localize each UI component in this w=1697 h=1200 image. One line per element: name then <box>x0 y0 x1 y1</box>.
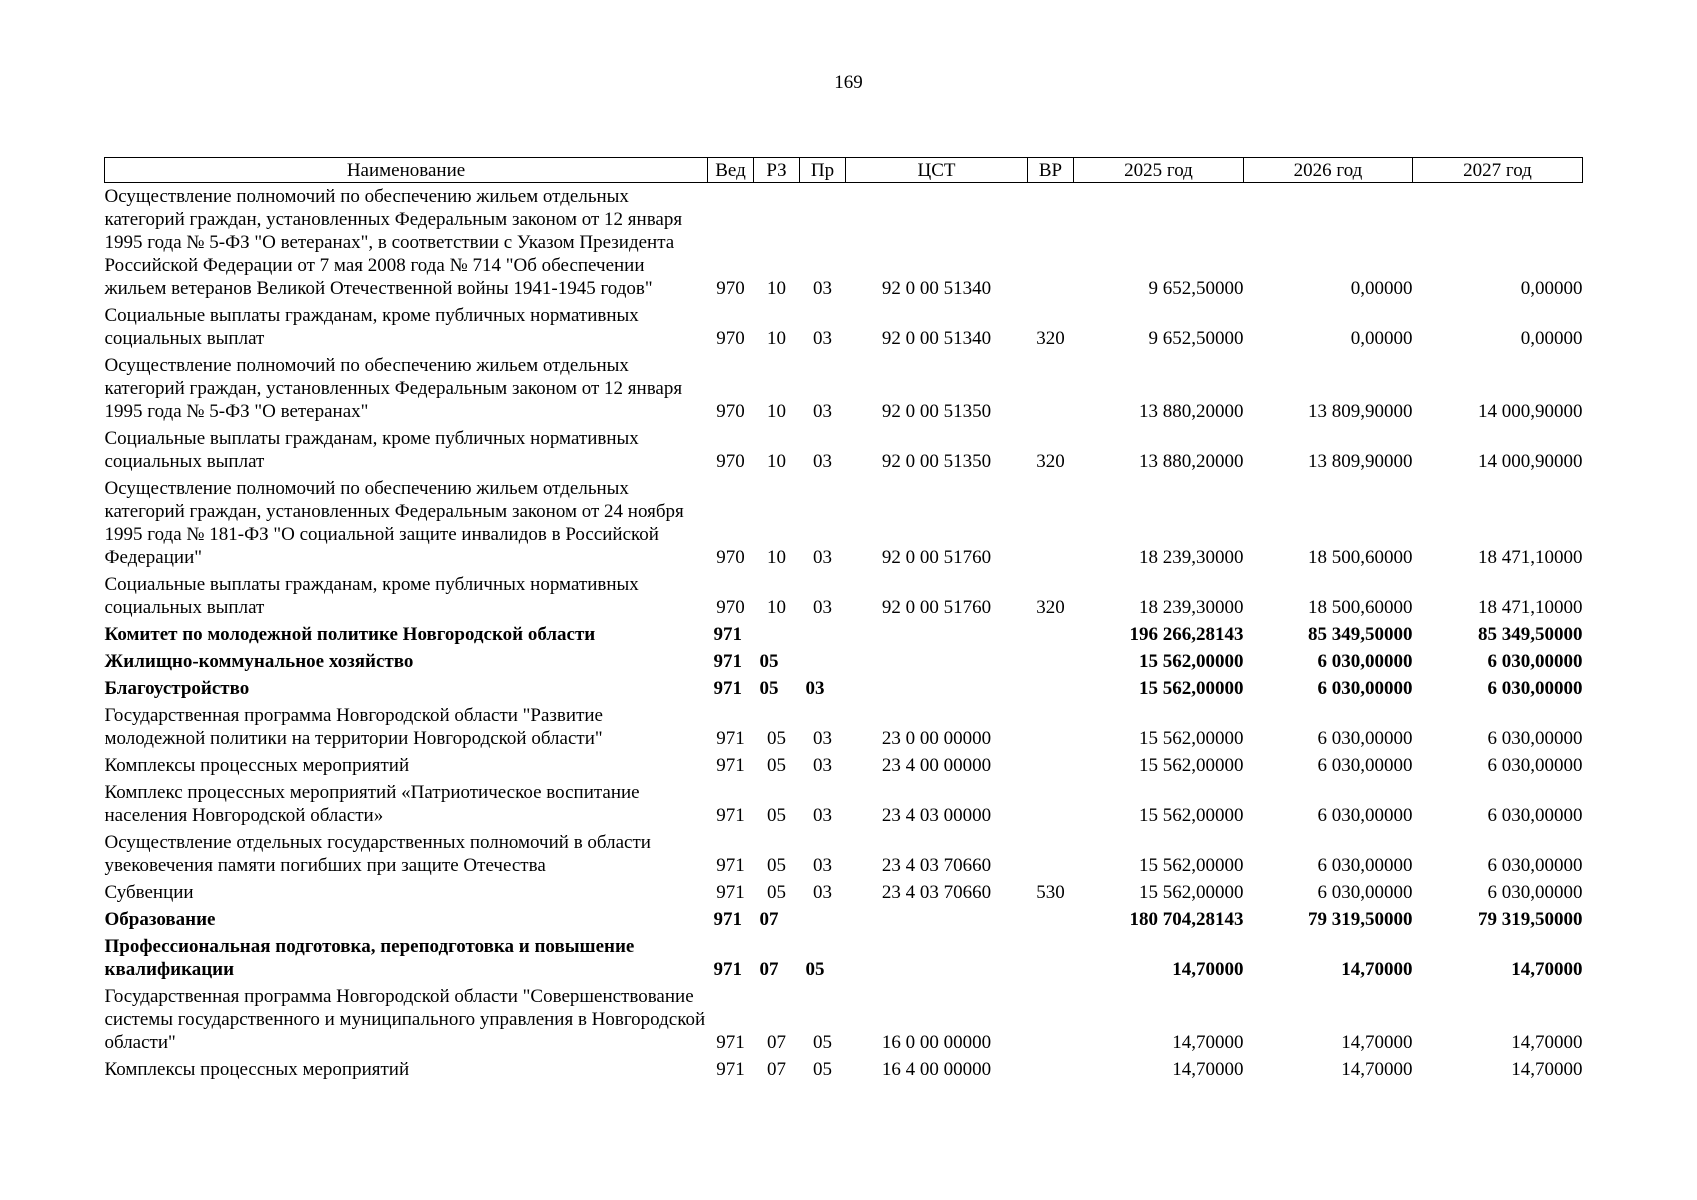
row-name-cell: Осуществление полномочий по обеспечению жильем отдельных категорий граждан, установленных Федеральным законом от 12 января 1995 года № 5-ФЗ "О ветеранах", в соответствии с Указом Президента Российской Федерации от 7 мая 2008 года № 714 "Об обеспечении жильем ветеранов Великой Отечественной войны 1941-1945 годов" <box>104 186 683 299</box>
row-pr-cell: 03 <box>813 451 832 472</box>
row-2027-cell: 6 030,00000 <box>1487 678 1583 699</box>
table-row <box>105 1056 1583 1083</box>
row-2025-cell: 13 880,20000 <box>1139 451 1244 472</box>
table-row <box>105 302 1583 352</box>
row-name-cell: Комплексы процессных мероприятий <box>104 1059 410 1080</box>
row-2027-cell: 6 030,00000 <box>1487 855 1583 876</box>
row-ved-cell: 971 <box>716 755 745 776</box>
row-2026-cell: 6 030,00000 <box>1317 882 1413 903</box>
row-name-cell: Осуществление полномочий по обеспечению жильем отдельных категорий граждан, установленных Федеральным законом от 24 ноября 1995 года № 181-ФЗ "О социальной защите инвалидов в Российской Федерации" <box>104 478 684 568</box>
row-2026-cell: 6 030,00000 <box>1317 678 1413 699</box>
row-2026-cell: 6 030,00000 <box>1317 728 1413 749</box>
row-rz-cell: 05 <box>767 755 786 776</box>
header-2026: 2026 год <box>1244 158 1413 183</box>
row-2025-cell: 15 562,00000 <box>1139 678 1244 699</box>
row-cst-cell: 92 0 00 51760 <box>881 597 992 618</box>
row-2027-cell: 0,00000 <box>1520 278 1583 299</box>
row-rz-cell: 07 <box>767 1032 786 1053</box>
row-name-cell: Социальные выплаты гражданам, кроме публичных нормативных социальных выплат <box>104 574 639 618</box>
header-pr: Пр <box>800 158 846 183</box>
row-2025-cell: 180 704,28143 <box>1129 909 1244 930</box>
row-cst-cell <box>846 621 1028 648</box>
row-2027-cell: 18 471,10000 <box>1478 597 1583 618</box>
table-row <box>105 475 1583 571</box>
row-pr-cell: 05 <box>813 1059 832 1080</box>
row-vr-cell <box>1028 183 1074 303</box>
row-vr-cell <box>1028 702 1074 752</box>
row-vr-cell <box>1028 779 1074 829</box>
row-2027-cell: 14,70000 <box>1511 1059 1583 1080</box>
row-2027-cell: 85 349,50000 <box>1478 624 1583 645</box>
row-2026-cell: 14,70000 <box>1341 1032 1413 1053</box>
row-2025-cell: 14,70000 <box>1172 959 1244 980</box>
row-name-cell: Осуществление отдельных государственных полномочий в области увековечения памяти погибших при защите Отечества <box>104 832 651 876</box>
row-ved-cell: 970 <box>716 278 745 299</box>
row-cst-cell <box>846 906 1028 933</box>
header-2027: 2027 год <box>1413 158 1583 183</box>
row-name-cell: Образование <box>104 909 216 930</box>
row-vr-cell: 320 <box>1036 451 1065 472</box>
row-ved-cell: 970 <box>716 547 745 568</box>
row-2026-cell: 0,00000 <box>1350 278 1413 299</box>
row-vr-cell <box>1028 648 1074 675</box>
table-row <box>105 983 1583 1056</box>
table-row <box>105 702 1583 752</box>
row-pr-cell: 05 <box>805 959 825 980</box>
row-vr-cell <box>1028 621 1074 648</box>
row-ved-cell: 971 <box>716 805 745 826</box>
row-name-cell: Социальные выплаты гражданам, кроме публичных нормативных социальных выплат <box>104 428 639 472</box>
row-2025-cell: 13 880,20000 <box>1139 401 1244 422</box>
row-2026-cell: 14,70000 <box>1341 1059 1413 1080</box>
row-cst-cell: 23 4 00 00000 <box>881 755 992 776</box>
row-ved-cell: 971 <box>713 651 742 672</box>
row-pr-cell: 03 <box>813 728 832 749</box>
row-2027-cell: 14,70000 <box>1511 959 1583 980</box>
row-cst-cell: 92 0 00 51350 <box>881 401 992 422</box>
row-vr-cell <box>1028 475 1074 571</box>
row-rz-cell: 10 <box>767 547 786 568</box>
row-name-cell: Комитет по молодежной политике Новгородской области <box>104 624 596 645</box>
table-header <box>105 158 1583 183</box>
row-ved-cell: 970 <box>716 401 745 422</box>
header-cst: ЦСТ <box>846 158 1028 183</box>
row-2025-cell: 9 652,50000 <box>1148 278 1244 299</box>
row-2027-cell: 6 030,00000 <box>1487 755 1583 776</box>
table-body <box>105 183 1583 1084</box>
row-ved-cell: 971 <box>713 909 742 930</box>
row-2025-cell: 15 562,00000 <box>1139 805 1244 826</box>
header-ved: Вед <box>708 158 754 183</box>
row-pr-cell: 03 <box>813 855 832 876</box>
row-rz-cell: 07 <box>767 1059 786 1080</box>
row-2026-cell: 79 319,50000 <box>1308 909 1413 930</box>
row-2027-cell: 18 471,10000 <box>1478 547 1583 568</box>
row-name-cell: Субвенции <box>104 882 194 903</box>
row-pr-cell <box>800 906 846 933</box>
table-row <box>105 752 1583 779</box>
row-cst-cell <box>846 675 1028 702</box>
row-vr-cell: 320 <box>1036 328 1065 349</box>
row-2025-cell: 14,70000 <box>1172 1032 1244 1053</box>
row-cst-cell: 23 4 03 70660 <box>881 855 992 876</box>
row-cst-cell: 16 4 00 00000 <box>881 1059 992 1080</box>
row-cst-cell: 23 4 03 00000 <box>881 805 992 826</box>
header-2025: 2025 год <box>1074 158 1244 183</box>
row-2026-cell: 0,00000 <box>1350 328 1413 349</box>
row-2025-cell: 15 562,00000 <box>1139 755 1244 776</box>
table-row <box>105 933 1583 983</box>
row-ved-cell: 970 <box>716 328 745 349</box>
row-cst-cell <box>846 648 1028 675</box>
row-vr-cell: 530 <box>1036 882 1065 903</box>
row-2025-cell: 18 239,30000 <box>1139 547 1244 568</box>
row-pr-cell <box>800 621 846 648</box>
row-rz-cell: 05 <box>767 805 786 826</box>
row-cst-cell <box>846 933 1028 983</box>
row-vr-cell <box>1028 1056 1074 1083</box>
row-pr-cell: 03 <box>813 882 832 903</box>
row-2027-cell: 6 030,00000 <box>1487 882 1583 903</box>
row-vr-cell: 320 <box>1036 597 1065 618</box>
row-ved-cell: 970 <box>716 451 745 472</box>
row-2025-cell: 9 652,50000 <box>1148 328 1244 349</box>
row-vr-cell <box>1028 983 1074 1056</box>
row-cst-cell: 92 0 00 51350 <box>881 451 992 472</box>
row-2026-cell: 13 809,90000 <box>1308 401 1413 422</box>
page-number: 169 <box>834 72 863 93</box>
row-name-cell: Жилищно-коммунальное хозяйство <box>104 651 414 672</box>
table-row <box>105 829 1583 879</box>
row-pr-cell: 03 <box>813 755 832 776</box>
row-rz-cell <box>754 621 800 648</box>
row-ved-cell: 971 <box>713 678 742 699</box>
row-2026-cell: 18 500,60000 <box>1308 547 1413 568</box>
row-2027-cell: 79 319,50000 <box>1478 909 1583 930</box>
row-2025-cell: 15 562,00000 <box>1139 651 1244 672</box>
row-vr-cell <box>1028 906 1074 933</box>
header-name: Наименование <box>105 158 708 183</box>
row-2027-cell: 14 000,90000 <box>1478 401 1583 422</box>
row-vr-cell <box>1028 675 1074 702</box>
row-rz-cell: 05 <box>767 728 786 749</box>
row-pr-cell: 03 <box>813 547 832 568</box>
row-name-cell: Государственная программа Новгородской области "Развитие молодежной политики на территории Новгородской области" <box>104 705 603 749</box>
row-cst-cell: 92 0 00 51340 <box>881 278 992 299</box>
row-ved-cell: 970 <box>716 597 745 618</box>
row-ved-cell: 971 <box>716 1032 745 1053</box>
table-row <box>105 648 1583 675</box>
table-row <box>105 779 1583 829</box>
row-name-cell: Социальные выплаты гражданам, кроме публичных нормативных социальных выплат <box>104 305 639 349</box>
row-rz-cell: 10 <box>767 451 786 472</box>
row-name-cell: Государственная программа Новгородской области "Совершенствование системы государственного и муниципального управления в Новгородской области" <box>104 986 706 1053</box>
row-rz-cell: 05 <box>759 651 779 672</box>
table-row <box>105 621 1583 648</box>
row-rz-cell: 10 <box>767 278 786 299</box>
table-row <box>105 352 1583 425</box>
row-ved-cell: 971 <box>716 728 745 749</box>
row-2026-cell: 13 809,90000 <box>1308 451 1413 472</box>
row-cst-cell: 92 0 00 51760 <box>881 547 992 568</box>
table-row <box>105 879 1583 906</box>
row-2025-cell: 15 562,00000 <box>1139 882 1244 903</box>
row-pr-cell: 05 <box>813 1032 832 1053</box>
row-2027-cell: 14,70000 <box>1511 1032 1583 1053</box>
row-2026-cell: 6 030,00000 <box>1317 651 1413 672</box>
row-name-cell: Комплекс процессных мероприятий «Патриотическое воспитание населения Новгородской области» <box>104 782 640 826</box>
row-ved-cell: 971 <box>713 624 742 645</box>
row-rz-cell: 05 <box>767 882 786 903</box>
row-pr-cell: 03 <box>813 805 832 826</box>
row-2026-cell: 85 349,50000 <box>1308 624 1413 645</box>
table-row <box>105 675 1583 702</box>
row-vr-cell <box>1028 933 1074 983</box>
row-name-cell: Осуществление полномочий по обеспечению жильем отдельных категорий граждан, установленных Федеральным законом от 12 января 1995 года № 5-ФЗ "О ветеранах" <box>104 355 683 422</box>
row-2026-cell: 6 030,00000 <box>1317 805 1413 826</box>
row-2025-cell: 14,70000 <box>1172 1059 1244 1080</box>
row-2026-cell: 18 500,60000 <box>1308 597 1413 618</box>
row-2025-cell: 196 266,28143 <box>1129 624 1244 645</box>
row-name-cell: Благоустройство <box>104 678 250 699</box>
row-vr-cell <box>1028 752 1074 779</box>
row-2025-cell: 15 562,00000 <box>1139 855 1244 876</box>
row-2026-cell: 14,70000 <box>1341 959 1413 980</box>
row-rz-cell: 10 <box>767 597 786 618</box>
row-2025-cell: 15 562,00000 <box>1139 728 1244 749</box>
row-pr-cell: 03 <box>813 328 832 349</box>
row-2027-cell: 6 030,00000 <box>1487 651 1583 672</box>
table-row <box>105 906 1583 933</box>
row-cst-cell: 23 4 03 70660 <box>881 882 992 903</box>
row-2025-cell: 18 239,30000 <box>1139 597 1244 618</box>
row-cst-cell: 16 0 00 00000 <box>881 1032 992 1053</box>
row-pr-cell: 03 <box>813 278 832 299</box>
row-pr-cell: 03 <box>813 401 832 422</box>
header-vr: ВР <box>1028 158 1074 183</box>
row-name-cell: Комплексы процессных мероприятий <box>104 755 410 776</box>
row-ved-cell: 971 <box>716 882 745 903</box>
row-rz-cell: 10 <box>767 401 786 422</box>
row-pr-cell: 03 <box>813 597 832 618</box>
row-2027-cell: 0,00000 <box>1520 328 1583 349</box>
row-vr-cell <box>1028 829 1074 879</box>
row-vr-cell <box>1028 352 1074 425</box>
row-pr-cell <box>800 648 846 675</box>
table-row <box>105 425 1583 475</box>
table-row <box>105 571 1583 621</box>
row-pr-cell: 03 <box>805 678 825 699</box>
row-ved-cell: 971 <box>716 1059 745 1080</box>
row-2026-cell: 6 030,00000 <box>1317 755 1413 776</box>
row-rz-cell: 05 <box>759 678 779 699</box>
row-cst-cell: 92 0 00 51340 <box>881 328 992 349</box>
row-cst-cell: 23 0 00 00000 <box>881 728 992 749</box>
row-ved-cell: 971 <box>713 959 742 980</box>
row-2027-cell: 6 030,00000 <box>1487 805 1583 826</box>
row-name-cell: Профессиональная подготовка, переподготовка и повышение квалификации <box>104 936 635 980</box>
row-rz-cell: 07 <box>759 959 779 980</box>
row-ved-cell: 971 <box>716 855 745 876</box>
row-rz-cell: 05 <box>767 855 786 876</box>
row-rz-cell: 07 <box>759 909 779 930</box>
row-2027-cell: 14 000,90000 <box>1478 451 1583 472</box>
row-rz-cell: 10 <box>767 328 786 349</box>
row-2027-cell: 6 030,00000 <box>1487 728 1583 749</box>
header-row <box>105 158 1583 183</box>
header-rz: РЗ <box>754 158 800 183</box>
row-2026-cell: 6 030,00000 <box>1317 855 1413 876</box>
budget-table <box>104 157 1583 1083</box>
table-row <box>105 183 1583 303</box>
